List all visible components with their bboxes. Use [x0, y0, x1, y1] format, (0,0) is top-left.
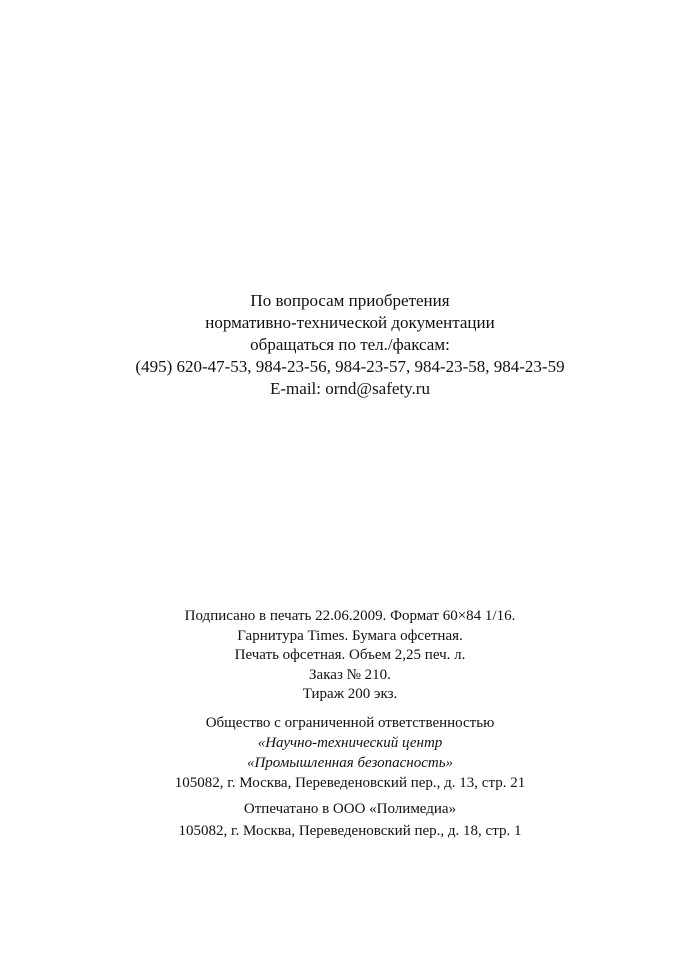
publisher-block: [0, 713, 700, 793]
contacts-block: [0, 290, 700, 400]
printer-block: [0, 798, 700, 842]
printer-name: Отпечатано в ООО «Полимедиа»: [243, 801, 457, 817]
imprint-block: [0, 607, 700, 705]
imprint-print-run: Тираж 200 экз.: [302, 686, 398, 702]
imprint-signed-format: Подписано в печать 22.06.2009. Формат 60×84 1/16.: [184, 608, 516, 624]
publisher-name-line-2: «Промышленная безопасность»: [246, 755, 454, 771]
publisher-company-type: Общество с ограниченной ответственностью: [205, 715, 495, 731]
printer-address: 105082, г. Москва, Переведеновский пер., д. 18, стр. 1: [178, 823, 522, 839]
contacts-line-docs: нормативно-технической документации: [205, 313, 495, 332]
contacts-line-call: обращаться по тел./факсам:: [250, 335, 450, 354]
imprint-order-number: Заказ № 210.: [309, 666, 391, 683]
imprint-typeface-paper: Гарнитура Times. Бумага офсетная.: [237, 627, 463, 644]
publisher-name-line-1: «Научно-технический центр: [257, 735, 443, 751]
contacts-line-purchase: По вопросам приобретения: [250, 291, 450, 310]
imprint-printing-volume: Печать офсетная. Объем 2,25 печ. л.: [234, 647, 466, 663]
contacts-email: E-mail: ornd@safety.ru: [270, 379, 430, 398]
publisher-address: 105082, г. Москва, Переведеновский пер., д. 13, стр. 21: [174, 775, 526, 791]
contacts-phone-numbers: (495) 620-47-53, 984-23-56, 984-23-57, 984-23-58, 984-23-59: [135, 357, 565, 376]
